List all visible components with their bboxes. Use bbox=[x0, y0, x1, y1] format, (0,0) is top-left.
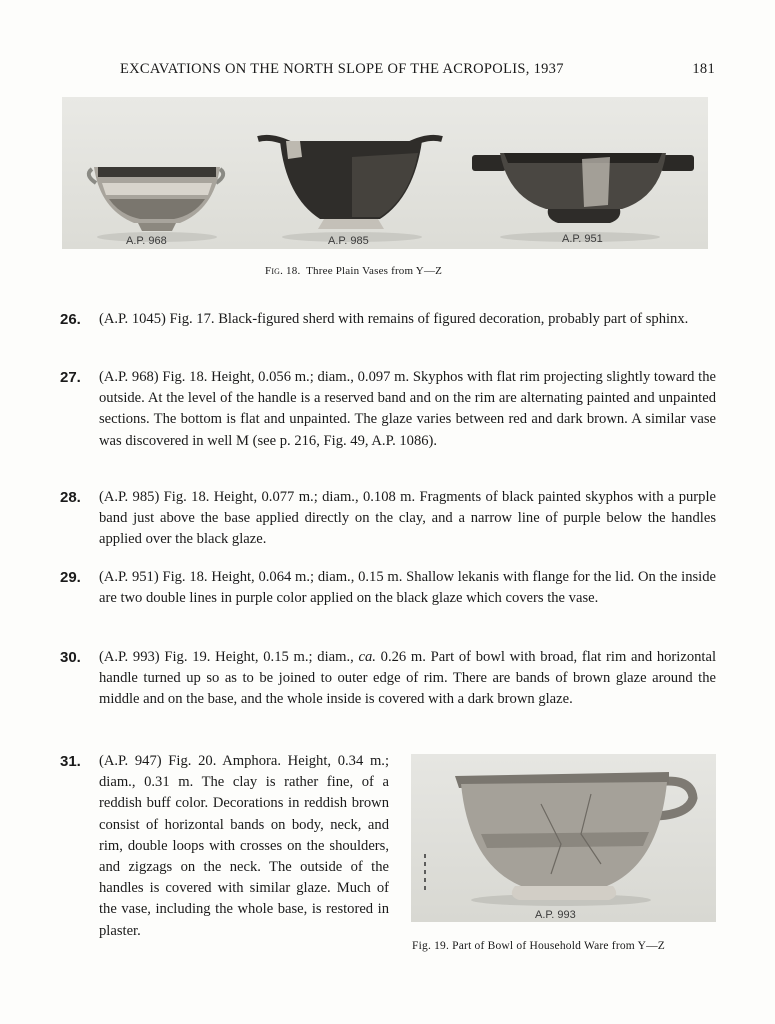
entry-text: (A.P. 985) Fig. 18. Height, 0.077 m.; diam., 0.108 m. Fragments of black painted skyphos with a purple band just above the base applied directly on the clay, and a narrow line of purple below the handles applied over the black glaze. bbox=[99, 489, 716, 548]
entry-text: (A.P. 968) Fig. 18. Height, 0.056 m.; diam., 0.097 m. Skyphos with flat rim projecting slightly toward the outside. At the level of the handle is a reserved band and on the rim are alternating painted and unpainted sections. The bottom is flat and unpainted. The glaze varies between red and dark brown. A similar vase was discovered in well M (see p. 216, Fig. 49, A.P. 1086). bbox=[99, 369, 716, 449]
catalog-entry-31 bbox=[60, 751, 390, 942]
page-number: 181 bbox=[692, 61, 715, 77]
entry-number: 29. bbox=[60, 569, 81, 586]
catalog-entry-28 bbox=[60, 487, 716, 551]
catalog-entry-29 bbox=[60, 567, 716, 609]
catalog-entry-26 bbox=[60, 309, 716, 330]
figure-18-caption-text: Three Plain Vases from Y—Z bbox=[306, 265, 443, 277]
entry-text bbox=[99, 647, 716, 711]
entry-text-part-a: (A.P. 993) Fig. 19. Height, 0.15 m.; diam., bbox=[99, 649, 359, 665]
figure-18-label-1: A.P. 968 bbox=[126, 235, 167, 247]
vase-ap-985 bbox=[258, 138, 442, 229]
figure-18-label-2: A.P. 985 bbox=[328, 235, 369, 247]
entry-number: 30. bbox=[60, 649, 81, 666]
entry-text: (A.P. 947) Fig. 20. Amphora. Height, 0.34 m.; diam., 0.31 m. The clay is rather fine, of a reddish buff color. Decorations in reddish brown consist of horizontal bands on body, neck, and rim, double loops with crosses on the shoulders, and zigzags on the neck. The outside of the handles is covered with similar glaze. Much of the vase, including the whole base, is restored in plaster. bbox=[99, 753, 389, 939]
entry-number: 28. bbox=[60, 489, 81, 506]
entry-number: 27. bbox=[60, 369, 81, 386]
entry-text: (A.P. 951) Fig. 18. Height, 0.064 m.; diam., 0.15 m. Shallow lekanis with flange for the lid. On the inside are two double lines in purple color applied on the black glaze which covers the vase. bbox=[99, 569, 716, 607]
catalog-entry-27 bbox=[60, 367, 716, 452]
figure-18-caption-num: Fig. 18. bbox=[265, 265, 301, 277]
figure-19-label: A.P. 993 bbox=[535, 909, 576, 921]
figure-19-photo bbox=[411, 754, 716, 922]
bowl-illustration bbox=[411, 754, 716, 922]
entry-number: 31. bbox=[60, 753, 81, 770]
figure-18-caption bbox=[265, 265, 442, 277]
entry-text: (A.P. 1045) Fig. 17. Black-figured sherd with remains of figured decoration, probably part of sphinx. bbox=[99, 311, 689, 327]
three-vases-illustration bbox=[62, 97, 708, 249]
catalog-entry-30 bbox=[60, 647, 716, 711]
figure-18-label-3: A.P. 951 bbox=[562, 233, 603, 245]
vase-ap-951 bbox=[472, 153, 694, 223]
entry-text-part-b: 0.26 m. Part of bowl with broad, flat rim and horizontal handle turned up so as to be joined to outer edge of rim. There are bands of brown glaze around the middle and on the base, and the whole inside is covered with a dark brown glaze. bbox=[99, 649, 717, 708]
figure-18-photo bbox=[62, 97, 708, 249]
running-head bbox=[120, 61, 715, 78]
entry-number: 26. bbox=[60, 311, 81, 328]
entry-text-circa: ca. bbox=[358, 649, 376, 665]
figure-19-caption: Fig. 19. Part of Bowl of Household Ware from Y—Z bbox=[412, 940, 666, 952]
vase-ap-968 bbox=[89, 167, 223, 231]
running-title: EXCAVATIONS ON THE NORTH SLOPE OF THE ACROPOLIS, 1937 bbox=[120, 61, 564, 77]
